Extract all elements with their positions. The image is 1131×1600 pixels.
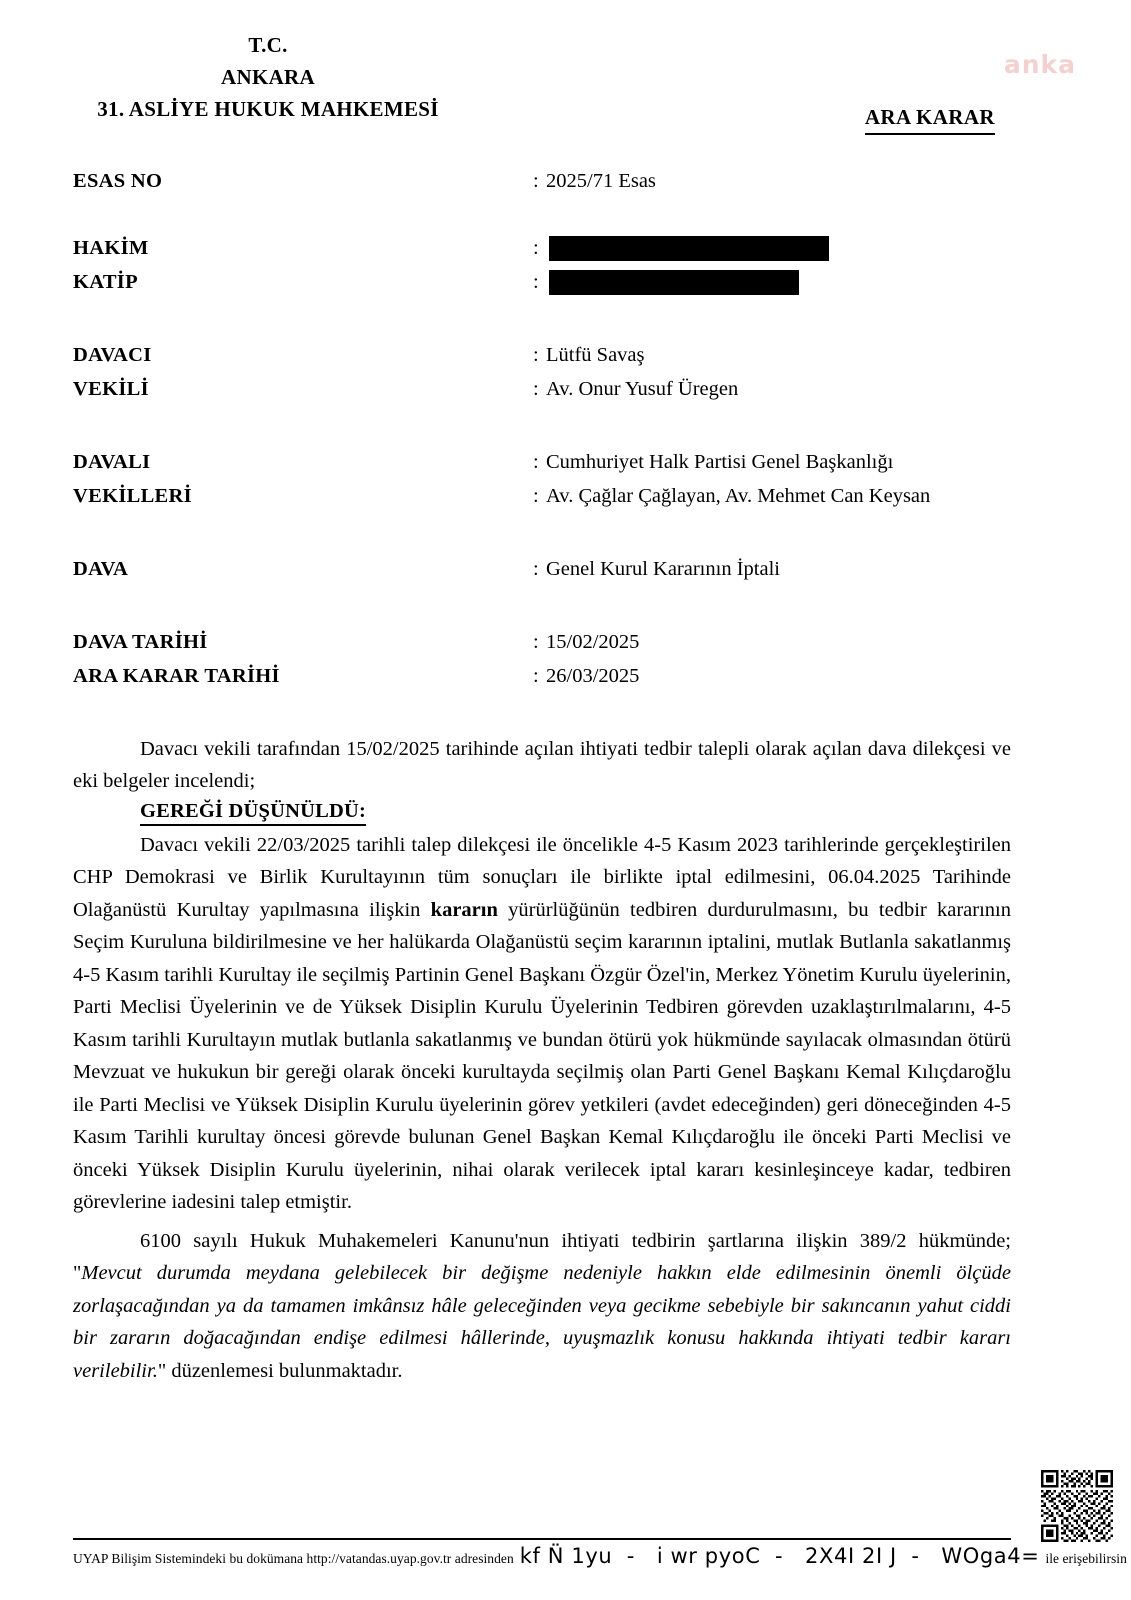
- hakim-value-wrap: [533, 235, 829, 263]
- spacer: [73, 303, 1023, 342]
- esas-no-label: ESAS NO: [73, 170, 163, 192]
- colon: :: [533, 378, 539, 400]
- field-row-davali: [73, 449, 1023, 483]
- main-p1-part1: Davacı vekili 22/03/2025 tarihli talep dilekçesi ile öncelikle 4-5 Kasım 2023 tarihlerinde gerçekleştirilen CHP Demokrasi ve Birlik Kurultayının tüm sonuçları ile birlikte iptal edilmesini, 06.04.2025 Tarihinde Olağanüstü Kurultay yapılmasına ilişkin: [73, 833, 1011, 921]
- spacer: [73, 590, 1023, 629]
- davali-value-wrap: [533, 449, 893, 477]
- field-row-esas-no: [73, 168, 1023, 202]
- colon: :: [533, 665, 539, 687]
- main-paragraph-1: [73, 829, 1011, 1219]
- document-type-title: ARA KARAR: [865, 105, 995, 135]
- katip-value-wrap: [533, 269, 799, 297]
- spacer: [73, 517, 1023, 556]
- qr-code-image: [1041, 1470, 1113, 1542]
- main-p2-post: " düzenlemesi bulunmaktadır.: [157, 1359, 403, 1382]
- section-heading-wrap: [73, 798, 1011, 829]
- ara-karar-tarihi-value-wrap: [533, 663, 639, 691]
- court-line-tc: T.C.: [248, 33, 288, 57]
- field-row-dava-tarihi: [73, 629, 1023, 663]
- vekilleri-label: VEKİLLERİ: [73, 485, 192, 507]
- spacer: [73, 410, 1023, 449]
- katip-redaction-bar: [549, 270, 799, 295]
- vekilleri-value: Av. Çağlar Çağlayan, Av. Mehmet Can Keysan: [546, 485, 931, 507]
- footer-text-after: ile erişebilirsin: [1045, 1551, 1127, 1566]
- qr-code: [1041, 1470, 1113, 1542]
- field-row-katip: [73, 269, 1023, 303]
- dava-tarihi-value-wrap: [533, 629, 639, 657]
- dava-label: DAVA: [73, 558, 129, 580]
- davali-value: Cumhuriyet Halk Partisi Genel Başkanlığı: [546, 451, 894, 473]
- main-p1-part2: yürürlüğünün tedbiren durdurulmasını, bu tedbir kararının Seçim Kuruluna bildirilmesine ve her halükarda Olağanüstü seçim kararının iptalini, mutlak Butlanla sakatlanmış 4-5 Kasım tarihli Kurultay ile seçilmiş Partinin Genel Başkanı Özgür Özel'in, Merkez Yönetim Kurulu üyelerinin, Parti Meclisi Üyelerinin ve de Yüksek Disiplin Kurulu Üyelerinin Tedbiren görevden uzaklaştırılmalarını, 4-5 Kasım tarihli Kurultayın mutlak butlanla sakatlanmış ve bundan ötürü yok hükmünde sayılacak olmasından ötürü Mevzuat ve hukukun bir gereği olarak önceki kurultayda seçilmiş olan Parti Genel Başkanı Kemal Kılıçdaroğlu ile Parti Meclisi ve Yüksek Disiplin Kurulu üyelerinin görev yetkileri (avdet edeceğinden) geri döneceğinden 4-5 Kasım Tarihli kurultay öncesi görevde bulunan Genel Başkan Kemal Kılıçdaroğlu ile önceki Parti Meclisi ve önceki Yüksek Disiplin Kurulu üyelerinin, nihai olarak verilecek iptal kararı kesinleşinceye kadar, tedbiren görevlerine iadesini talep etmiştir.: [73, 898, 1011, 1214]
- colon: :: [533, 344, 539, 366]
- davaci-value-wrap: [533, 342, 645, 370]
- dava-tarihi-value: 15/02/2025: [546, 631, 640, 653]
- dava-value: Genel Kurul Kararının İptali: [546, 558, 780, 580]
- court-line-city: ANKARA: [221, 64, 315, 89]
- davali-label: DAVALI: [73, 451, 151, 473]
- field-row-davaci: [73, 342, 1023, 376]
- spacer: [73, 202, 1023, 235]
- colon: :: [533, 631, 539, 653]
- footer-verification-code: kf N̈ 1yu - i wr pyoC - 2X4I 2I J - WOga4=: [519, 1544, 1040, 1568]
- document-footer: [73, 1538, 1127, 1568]
- davaci-label: DAVACI: [73, 344, 152, 366]
- dava-value-wrap: [533, 556, 780, 584]
- main-p1-bold: kararın: [430, 898, 498, 921]
- court-heading: [73, 30, 463, 126]
- document-body: [73, 733, 1011, 1387]
- footer-text-before: UYAP Bilişim Sistemindeki bu dokümana http://vatandas.uyap.gov.tr adresinden: [73, 1551, 514, 1566]
- ara-karar-tarihi-label: ARA KARAR TARİHİ: [73, 665, 280, 687]
- case-metadata: [73, 168, 1023, 697]
- colon: :: [533, 485, 539, 507]
- colon: :: [533, 558, 539, 580]
- main-p2-quote: Mevcut durumda meydana gelebilecek bir değişme nedeniyle hakkın elde edilmesinin önemli ölçüde zorlaşacağından ya da tamamen imkânsız hâle geleceğinden veya gecikme sebebiyle bir sakıncanın yahut ciddi bir zararın doğacağından endişe edilmesi hâllerinde, uyuşmazlık konusu hakkında ihtiyati tedbir kararı verilebilir.: [73, 1262, 1011, 1382]
- colon: :: [533, 271, 539, 293]
- intro-paragraph: Davacı vekili tarafından 15/02/2025 tarihinde açılan ihtiyati tedbir talepli olarak açılan dava dilekçesi ve eki belgeler incelendi;: [73, 738, 1011, 793]
- hakim-redaction-bar: [549, 236, 829, 261]
- main-p2-pre: 6100 sayılı Hukuk Muhakemeleri Kanunu'nun ihtiyati tedbirin şartlarına ilişkin 389/2 hükmünde; ": [73, 1229, 1011, 1285]
- document-header: [73, 30, 1013, 129]
- field-row-vekilleri: [73, 483, 1023, 517]
- court-line-name: 31. ASLİYE HUKUK MAHKEMESİ: [97, 96, 439, 121]
- davaci-value: Lütfü Savaş: [546, 344, 645, 366]
- anka-watermark: anka: [1003, 50, 1076, 79]
- footer-divider: [73, 1538, 1011, 1540]
- ara-karar-tarihi-value: 26/03/2025: [546, 665, 640, 687]
- vekili-value: Av. Onur Yusuf Üregen: [546, 378, 739, 400]
- hakim-label: HAKİM: [73, 237, 149, 259]
- colon: :: [533, 170, 539, 192]
- field-row-dava: [73, 556, 1023, 590]
- katip-label: KATİP: [73, 271, 138, 293]
- section-heading: GEREĞİ DÜŞÜNÜLDÜ:: [140, 800, 366, 826]
- field-row-hakim: [73, 235, 1023, 269]
- field-row-ara-karar-tarihi: [73, 663, 1023, 697]
- esas-no-value-wrap: [533, 168, 656, 196]
- field-row-vekili: [73, 376, 1023, 410]
- esas-no-value: 2025/71 Esas: [546, 170, 656, 192]
- vekili-label: VEKİLİ: [73, 378, 149, 400]
- vekilleri-value-wrap: [533, 483, 930, 511]
- main-paragraph-2: [73, 1225, 1011, 1387]
- colon: :: [533, 237, 539, 259]
- vekili-value-wrap: [533, 376, 738, 404]
- footer-verification-line: [73, 1544, 1127, 1568]
- dava-tarihi-label: DAVA TARİHİ: [73, 631, 208, 653]
- colon: :: [533, 451, 539, 473]
